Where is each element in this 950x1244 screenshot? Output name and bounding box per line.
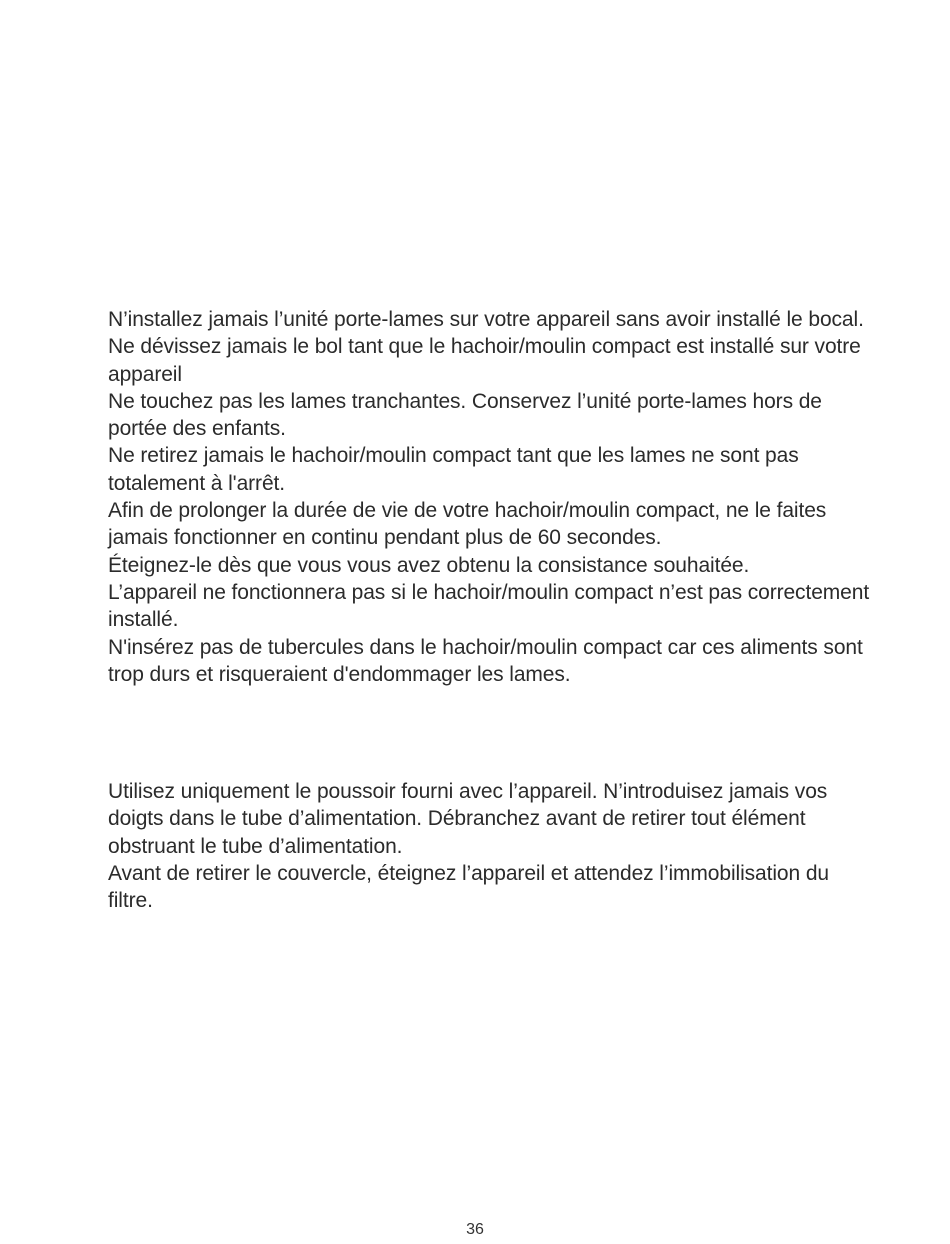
instruction-paragraph: Ne touchez pas les lames tranchantes. Conservez l’unité porte-lames hors de portée des enfants. (108, 389, 822, 441)
safety-instructions-feed-tube (108, 778, 878, 914)
page-number: 36 (466, 1221, 484, 1238)
safety-instructions-blades (108, 306, 878, 688)
instruction-paragraph: L’appareil ne fonctionnera pas si le hachoir/moulin compact n’est pas correctement installé. (108, 580, 870, 632)
instruction-paragraph: Avant de retirer le couvercle, éteignez l’appareil et attendez l’immobilisation du filtre. (108, 861, 829, 913)
instruction-paragraph: Éteignez-le dès que vous vous avez obtenu la consistance souhaitée. (108, 553, 750, 577)
instruction-paragraph: Ne retirez jamais le hachoir/moulin compact tant que les lames ne sont pas totalement à l'arrêt. (108, 444, 799, 495)
instruction-paragraph: Afin de prolonger la durée de vie de votre hachoir/moulin compact, ne le faites jamais fonctionner en continu pendant plus de 60 secondes. (108, 499, 827, 550)
instruction-paragraph: N’installez jamais l’unité porte-lames sur votre appareil sans avoir installé le bocal. (108, 308, 864, 331)
instruction-paragraph: Ne dévissez jamais le bol tant que le hachoir/moulin compact est installé sur votre appareil (108, 335, 861, 386)
instruction-paragraph: N'insérez pas de tubercules dans le hachoir/moulin compact car ces aliments sont trop durs et risqueraient d'endommager les lames. (108, 635, 863, 686)
instruction-paragraph: Utilisez uniquement le poussoir fourni avec l’appareil. N’introduisez jamais vos doigts dans le tube d’alimentation. Débranchez avant de retirer tout élément obstruant le tube d’alimentation. (108, 780, 828, 858)
